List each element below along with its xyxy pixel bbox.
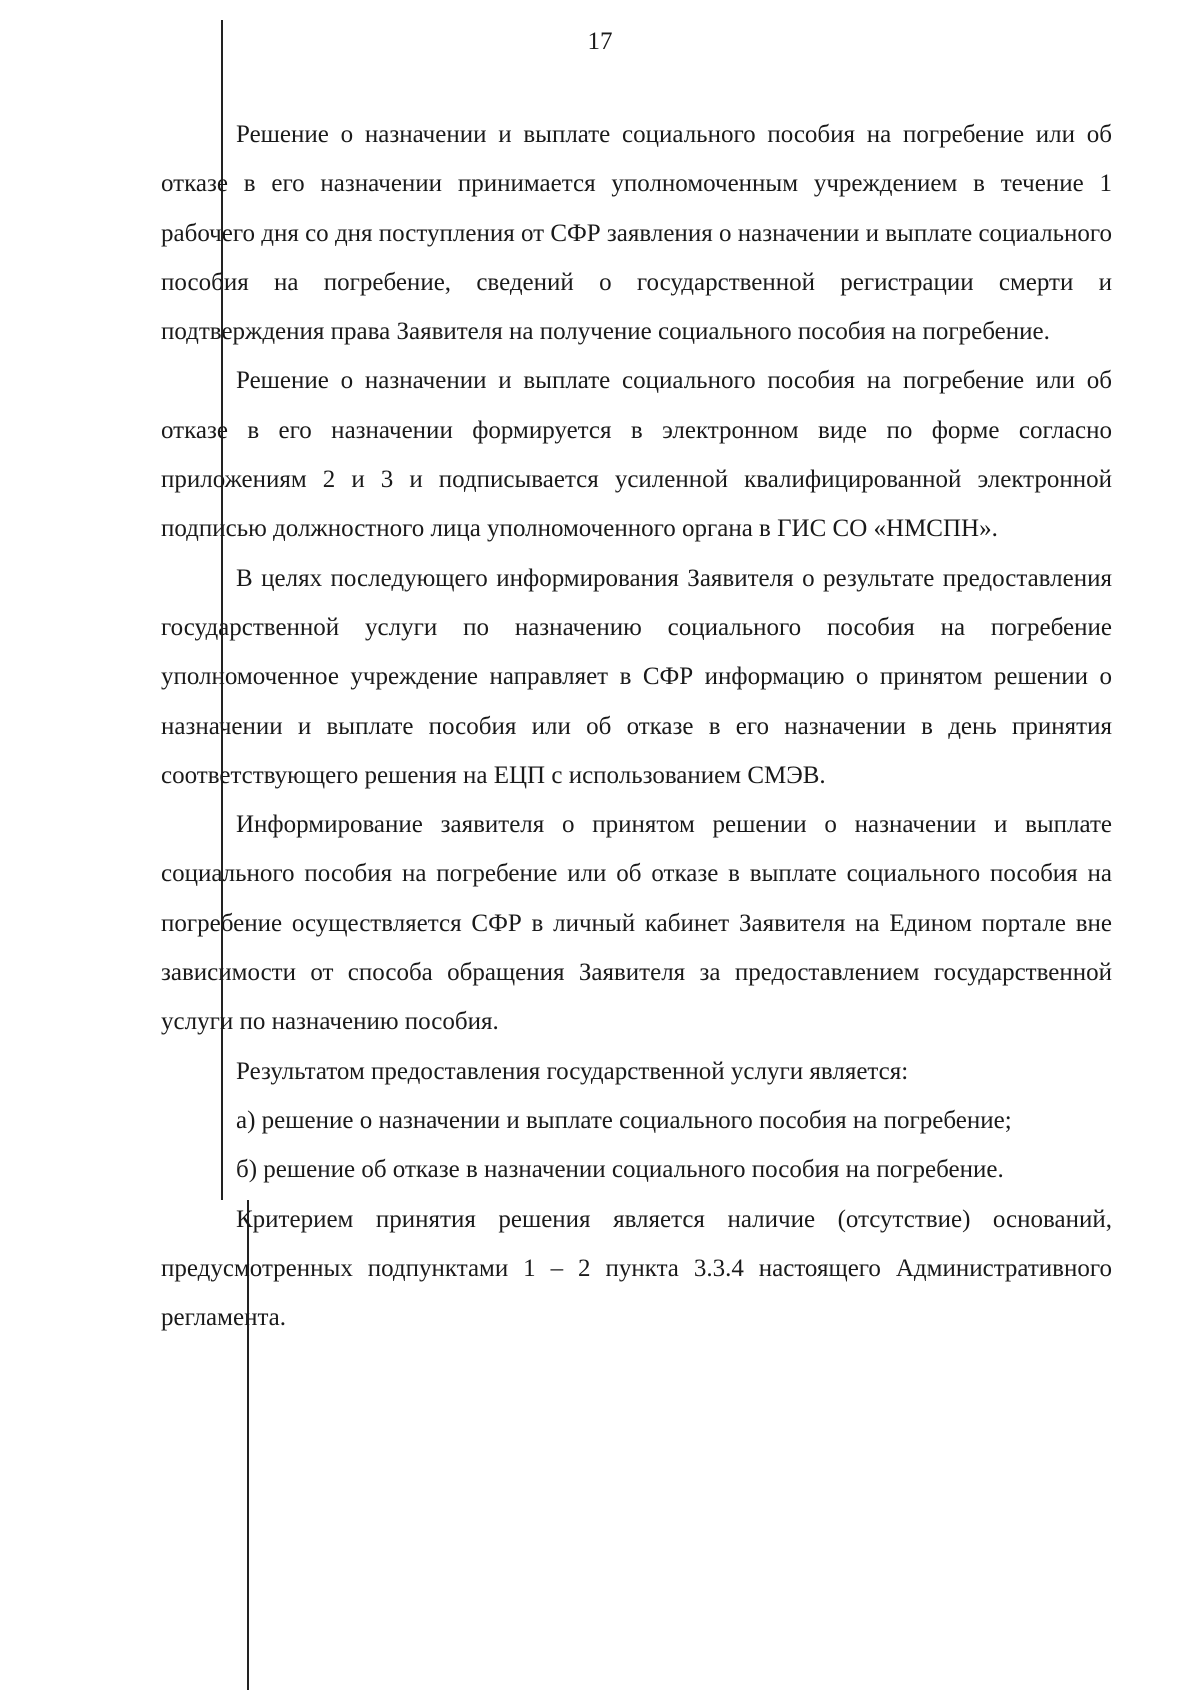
paragraph-decision-format: Решение о назначении и выплате социального пособия на погребение или об отказе в его назначении формируется в электронном виде по форме согласно приложениям 2 и 3 и подписывается усиленной квалифицированной электронной подписью должностного лица уполномоченного органа в ГИС СО «НМСПН». — [161, 367, 1112, 543]
paragraph-decision-criterion: Критерием принятия решения является наличие (отсутствие) оснований, предусмотренных подпунктами 1 – 2 пункта 3.3.4 настоящего Административного регламента. — [161, 1205, 1112, 1332]
paragraph-service-result-intro: Результатом предоставления государственной услуги является: — [236, 1057, 909, 1085]
paragraph-sfr-notification: В целях последующего информирования Заявителя о результате предоставления государственной услуги по назначению социального пособия на погребение уполномоченное учреждение направляет в СФР информацию о принятом решении о назначении и выплате пособия или об отказе в его назначении в день принятия соответствующего решения на ЕЦП с использованием СМЭВ. — [161, 564, 1112, 789]
paragraph-applicant-informing: Информирование заявителя о принятом решении о назначении и выплате социального пособия на погребение или об отказе в выплате социального пособия на погребение осуществляется СФР в личный кабинет Заявителя на Едином портале вне зависимости от способа обращения Заявителя за предоставлением государственной услуги по назначению пособия. — [161, 811, 1112, 1036]
paragraph-decision-timing: Решение о назначении и выплате социального пособия на погребение или об отказе в его назначении принимается уполномоченным учреждением в течение 1 рабочего дня со дня поступления от СФР заявления о назначении и выплате социального пособия на погребение, сведений о государственной регистрации смерти и подтверждения права Заявителя на получение социального пособия на погребение. — [161, 121, 1112, 346]
list-item-b: б) решение об отказе в назначении социального пособия на погребение. — [236, 1156, 1004, 1184]
list-item-a: а) решение о назначении и выплате социального пособия на погребение; — [236, 1106, 1012, 1134]
document-body — [161, 110, 1112, 1342]
page-number: 17 — [587, 28, 613, 55]
